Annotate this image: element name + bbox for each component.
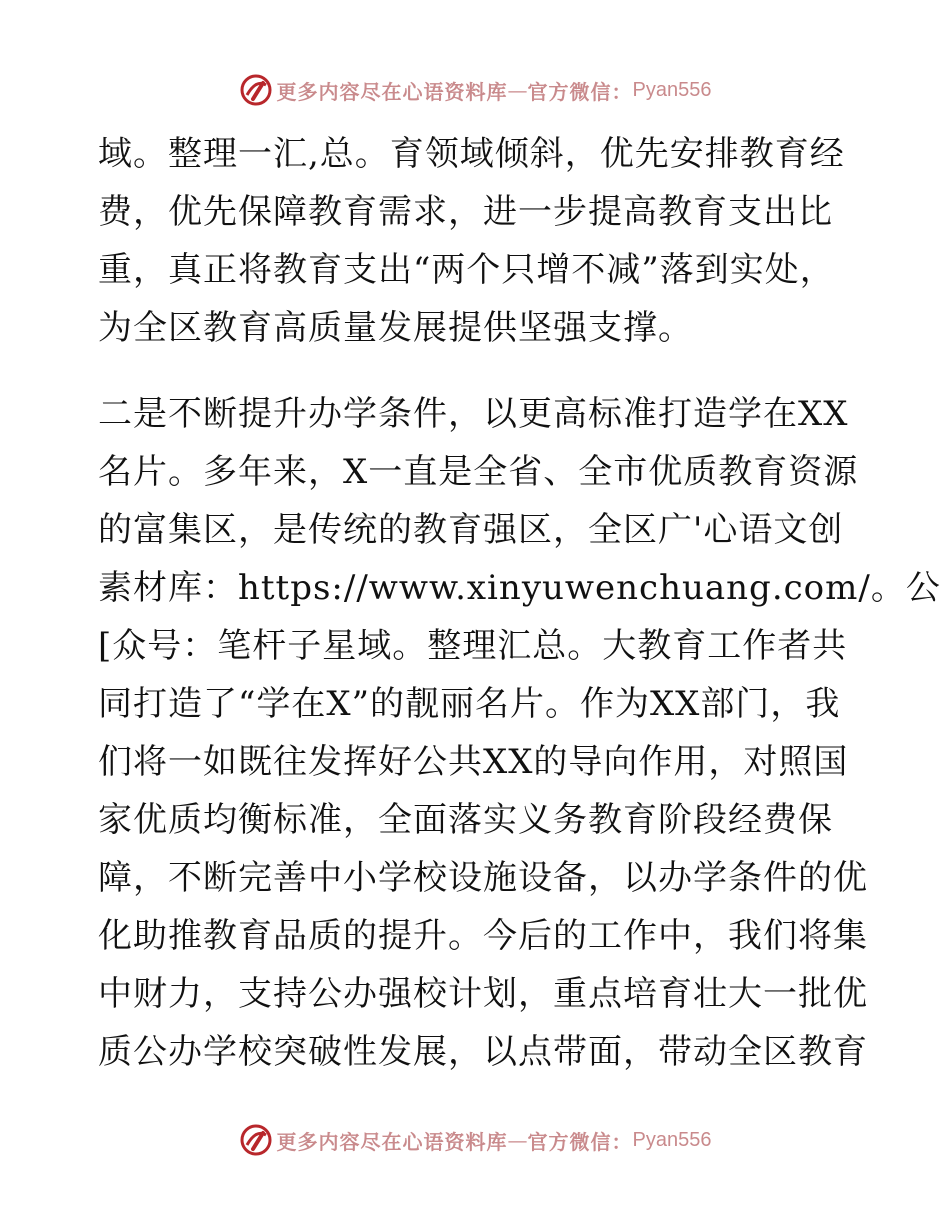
text-line: 中财力，支持公办强校计划，重点培育壮大一批优 [98, 974, 868, 1014]
xinyu-logo-icon [239, 73, 273, 107]
text-line: 质公办学校突破性发展，以点带面，带动全区教育 [98, 1032, 868, 1072]
watermark-dash: — [507, 1128, 528, 1152]
footer-watermark [0, 1120, 950, 1160]
watermark-text: 更多内容尽在心语资料库 [276, 1129, 508, 1154]
text-line: 重，真正将教育支出“两个只增不减”落到实处， [98, 250, 835, 290]
text-line: 的富集区，是传统的教育强区，全区广'心语文创 [98, 510, 844, 550]
document-body [98, 125, 941, 1081]
watermark-wechat-id: Pyan556 [632, 78, 712, 101]
header-watermark [0, 70, 950, 110]
watermark-wechat-label: 官方微信： [527, 79, 633, 104]
text-line: 障，不断完善中小学校设施设备，以办学条件的优 [98, 858, 868, 898]
paragraph-2 [98, 385, 941, 1081]
text-line: 费，优先保障教育需求，进一步提高教育支出比 [98, 192, 833, 232]
text-line: 名片。多年来，X一直是全省、全市优质教育资源 [98, 452, 859, 492]
text-line: 家优质均衡标准，全面落实义务教育阶段经费保 [98, 800, 833, 840]
text-line: 素材库：https://www.xinyuwenchuang.com/。公 [98, 568, 941, 608]
text-line: 域。整理一汇,总。育领域倾斜，优先安排教育经 [98, 134, 845, 174]
xinyu-logo-icon [239, 1123, 273, 1157]
watermark-dash: — [507, 78, 528, 102]
watermark-wechat-id: Pyan556 [632, 1128, 712, 1151]
text-line: 同打造了“学在X”的靓丽名片。作为XX部门，我 [98, 684, 841, 724]
text-line: 为全区教育高质量发展提供坚强支撑。 [98, 308, 693, 348]
text-line: 们将一如既往发挥好公共XX的导向作用，对照国 [98, 742, 849, 782]
watermark-text: 更多内容尽在心语资料库 [276, 79, 508, 104]
text-line: [众号：笔杆子星域。整理汇总。大教育工作者共 [98, 626, 848, 666]
paragraph-gap [98, 357, 868, 385]
watermark-wechat-label: 官方微信： [527, 1129, 633, 1154]
text-line: 二是不断提升办学条件，以更高标准打造学在XX [98, 394, 849, 434]
text-line: 化助推教育品质的提升。今后的工作中，我们将集 [98, 916, 868, 956]
paragraph-1 [98, 125, 868, 357]
